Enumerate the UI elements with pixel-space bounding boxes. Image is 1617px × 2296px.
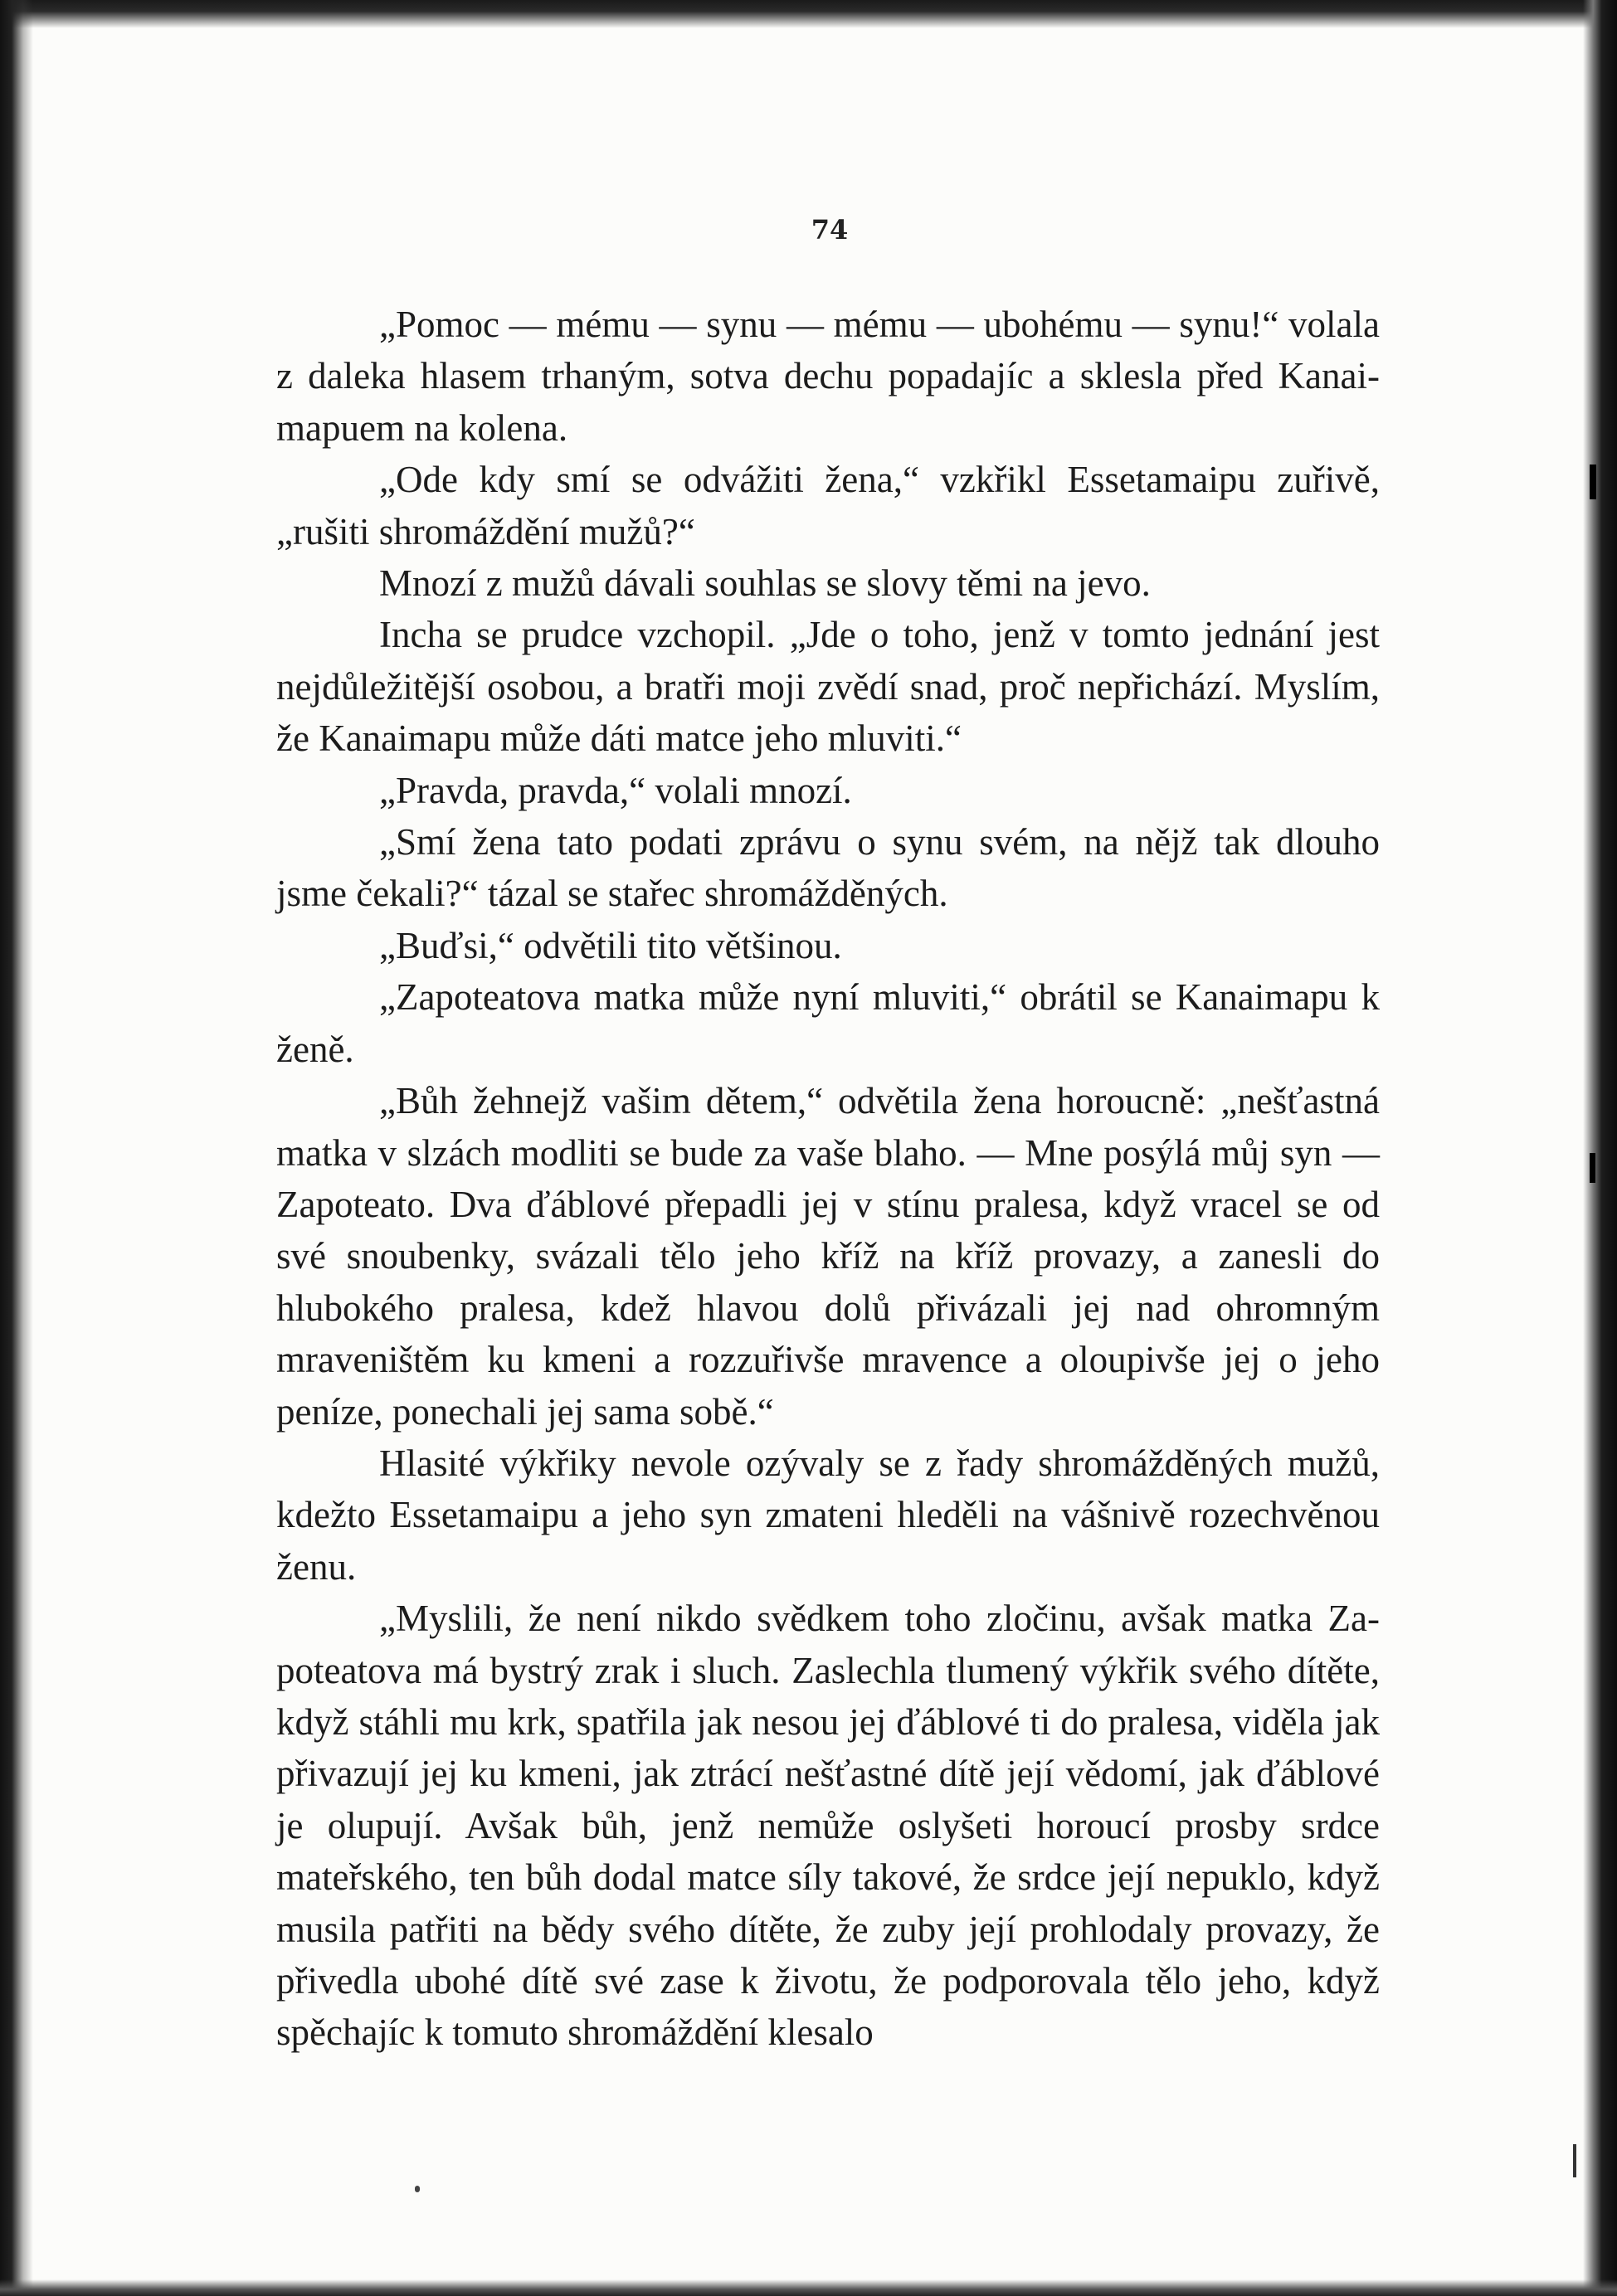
paragraph: „Pomoc — mému — synu — mému — ubohému — synu!“ volala z daleka hlasem trhaným, sotva dechu popadajíc a sklesla před Kanaimapuem na kolena. <box>276 304 1380 449</box>
scan-speck <box>1573 2144 1576 2177</box>
scan-speck <box>415 2186 420 2192</box>
page-number: 74 <box>811 214 849 246</box>
scan-shadow-left <box>0 0 33 2296</box>
paragraph: „Myslili, že není nikdo svědkem toho zločinu, avšak matka Zapoteatova má bystrý zrak i sluch. Zaslechla tlumený výkřik svého dítěte, když stáhli mu krk, spatřila jak nesou jej ďáblové ti do pralesa, viděla jak přivazují jej ku kmeni, jak ztrácí nešťastné dítě její vědomí, jak ďáblové je olupují. Avšak bůh, jenž nemůže oslyšeti horoucí prosby srdce mateřského, ten bůh dodal matce síly takové, že srdce její nepuklo, když musila patřiti na bědy svého dítěte, že zuby její prohlodaly provazy, že přivedla ubohé dítě své zase k životu, že podporovala tělo jeho, když spěchajíc k tomuto shromáždění klesalo <box>276 1598 1380 2054</box>
scan-shadow-top <box>0 0 1617 28</box>
paragraph: „Buďsi,“ odvětili tito většinou. <box>379 924 842 966</box>
body-text <box>276 299 1380 2059</box>
paragraph: „Pravda, pravda,“ volali mnozí. <box>379 769 852 811</box>
paragraph: Incha se prudce vzchopil. „Jde o toho, jenž v tomto jednání jest nejdůležitější osobou, a bratři moji zvědí snad, proč nepřichází. Myslím, že Kanaimapu může dáti matce jeho mluviti.“ <box>276 614 1380 760</box>
paragraph: „Ode kdy smí se odvážiti žena,“ vzkřikl Essetamaipu zuřivě, „rušiti shromáždění mužů?“ <box>276 459 1380 552</box>
paragraph: „Smí žena tato podati zprávu o synu svém, na nějž tak dlouho jsme čekali?“ tázal se stařec shromážděných. <box>276 821 1380 915</box>
scan-shadow-right <box>1583 0 1617 2296</box>
paragraph: „Zapoteatova matka může nyní mluviti,“ obrátil se Kanaimapu k ženě. <box>276 976 1380 1070</box>
paragraph: „Bůh žehnejž vašim dětem,“ odvětila žena horoucně: „nešťastná matka v slzách modliti se bude za vaše blaho. — Mne posýlá můj syn — Zapoteato. Dva ďáblové přepadli jej v stínu pralesa, když vracel se od své snoubenky, svázali tělo jeho kříž na kříž provazy, a zanesli do hlubokého pralesa, kdež hlavou dolů přivázali jej nad ohromným mraveništěm ku kmeni a rozzuřivše mravence a oloupivše jej o jeho peníze, ponechali jej sama sobě.“ <box>276 1080 1380 1433</box>
paragraph: Hlasité výkřiky nevole ozývaly se z řady shromážděných mužů, kdežto Essetamaipu a jeho syn zmateni hleděli na vášnivě rozechvěnou ženu. <box>276 1442 1380 1588</box>
paragraph: Mnozí z mužů dávali souhlas se slovy těmi na jevo. <box>379 562 1151 605</box>
scan-speck <box>1590 1153 1595 1183</box>
scan-shadow-bottom <box>0 2279 1617 2296</box>
scan-speck <box>1590 465 1596 499</box>
